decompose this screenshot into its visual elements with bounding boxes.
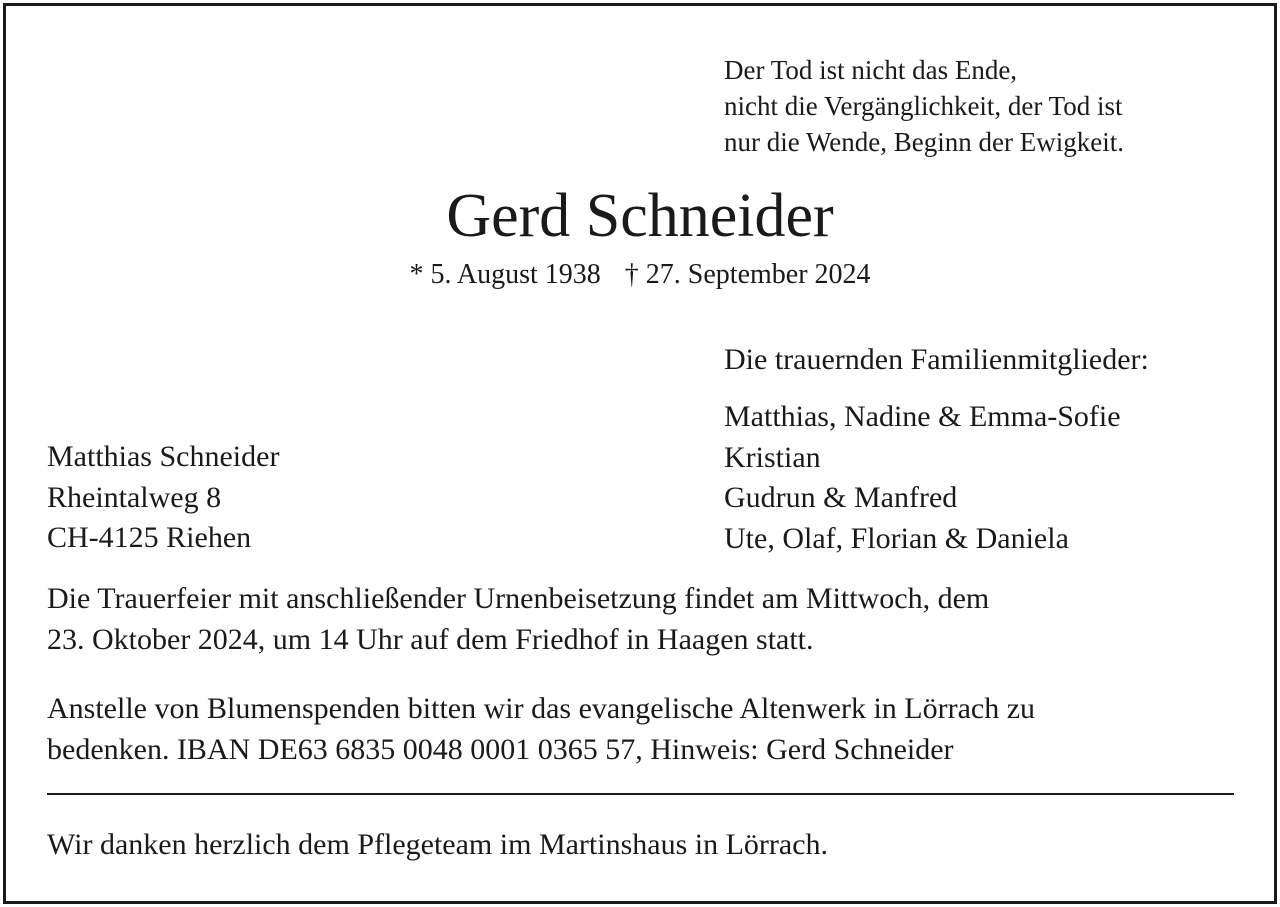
poem-line: nur die Wende, Beginn der Ewigkeit. [724,127,1124,157]
family-member: Ute, Olaf, Florian & Daniela [724,521,1069,555]
contact-address [47,437,279,559]
birth-date: * 5. August 1938 [409,259,601,290]
death-date: † 27. September 2024 [624,259,871,290]
family-member: Gudrun & Manfred [724,481,958,514]
contact-name: Matthias Schneider [47,440,280,473]
family-heading: Die trauernden Familienmitglieder: [724,343,1149,376]
thanks-text: Wir danken herzlich dem Pflegeteam im Martinshaus in Lörrach. [47,828,829,861]
ceremony-line: 23. Oktober 2024, um 14 Uhr auf dem Friedhof in Haagen statt. [47,623,814,656]
family-list [724,397,1121,559]
deceased-name: Gerd Schneider [446,182,834,250]
family-member: Matthias, Nadine & Emma-Sofie [724,400,1121,433]
donation-line: Anstelle von Blumenspenden bitten wir das evangelische Altenwerk in Lörrach zu [47,692,1036,725]
donation-paragraph [47,688,1035,770]
poem-line: Der Tod ist nicht das Ende, [724,55,1018,85]
family-member: Kristian [724,440,821,474]
contact-city: CH-4125 Riehen [47,521,252,554]
life-dates [0,257,1280,293]
donation-line: bedenken. IBAN DE63 6835 0048 0001 0365 57, Hinweis: Gerd Schneider [47,733,954,766]
ceremony-paragraph [47,578,989,660]
divider-line [47,793,1234,795]
ceremony-line: Die Trauerfeier mit anschließender Urnenbeisetzung findet am Mittwoch, dem [47,582,990,615]
contact-street: Rheintalweg 8 [47,480,222,514]
poem-line: nicht die Vergänglichkeit, der Tod ist [724,91,1123,121]
poem [724,52,1124,160]
